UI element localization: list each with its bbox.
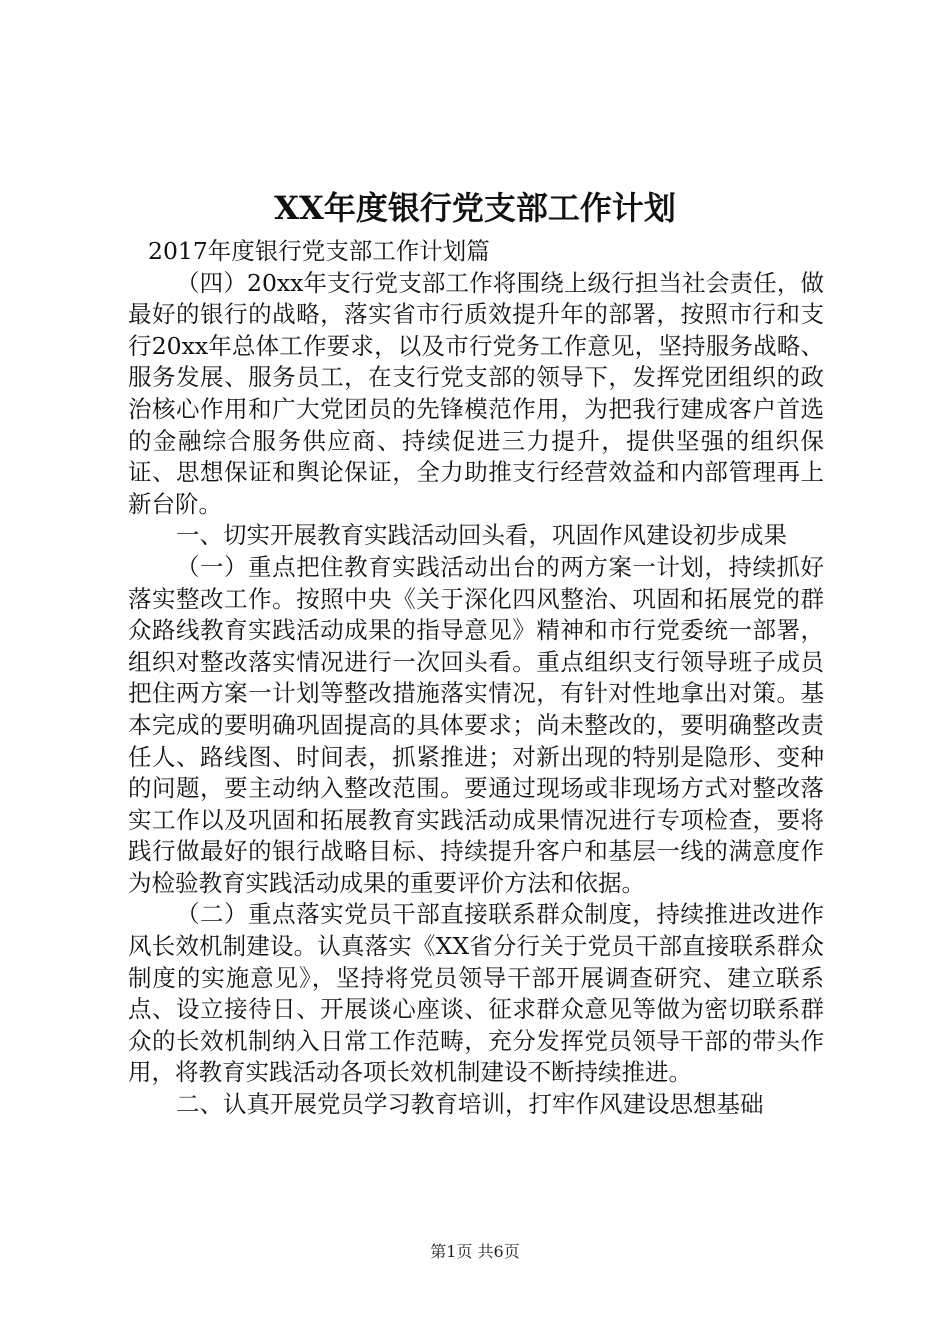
section-heading: 一、切实开展教育实践活动回头看，巩固作风建设初步成果	[176, 521, 787, 550]
paragraph: （一）重点把住教育实践活动出台的两方案一计划，持续抓好落实整改工作。按照中央《关于深化四风整治、巩固和拓展党的群众路线教育实践活动成果的指导意见》精神和市行党委统一部署，组织对整改落实情况进行一次回头看。重点组织支行领导班子成员把住两方案一计划等整改措施落实情况，有针对性地拿出对策。基本完成的要明确巩固提高的具体要求；尚未整改的，要明确整改责任人、路线图、时间表，抓紧推进；对新出现的特别是隐形、变种的问题，要主动纳入整改范围。要通过现场或非现场方式对整改落实工作以及巩固和拓展教育实践活动成果情况进行专项检查，要将践行做最好的银行战略目标、持续提升客户和基层一线的满意度作为检验教育实践活动成果的重要评价方法和依据。	[128, 552, 824, 897]
paragraph: （四）20xx年支行党支部工作将围绕上级行担当社会责任，做最好的银行的战略，落实省市行质效提升年的部署，按照市行和支行20xx年总体工作要求，以及市行党务工作意见，坚持服务战略、服务发展、服务员工，在支行党支部的领导下，发挥党团组织的政治核心作用和广大党团员的先锋模范作用，为把我行建成客户首选的金融综合服务供应商、持续促进三力提升，提供坚强的组织保证、思想保证和舆论保证，全力助推支行经营效益和内部管理再上新台阶。	[128, 268, 824, 518]
document-subtitle: 2017年度银行党支部工作计划篇	[148, 237, 490, 265]
page-number-footer: 第1页 共6页	[430, 1242, 520, 1261]
paragraph: （二）重点落实党员干部直接联系群众制度，持续推进改进作风长效机制建设。认真落实《XX省分行关于党员干部直接联系群众制度的实施意见》，坚持将党员领导干部开展调查研究、建立联系点、设立接待日、开展谈心座谈、征求群众意见等做为密切联系群众的长效机制纳入日常工作范畴，充分发挥党员领导干部的带头作用，将教育实践活动各项长效机制建设不断持续推进。	[128, 900, 824, 1087]
section-heading: 二、认真开展党员学习教育培训，打牢作风建设思想基础	[176, 1090, 764, 1119]
document-title: XX年度银行党支部工作计划	[274, 189, 676, 227]
document-body	[128, 236, 824, 1121]
